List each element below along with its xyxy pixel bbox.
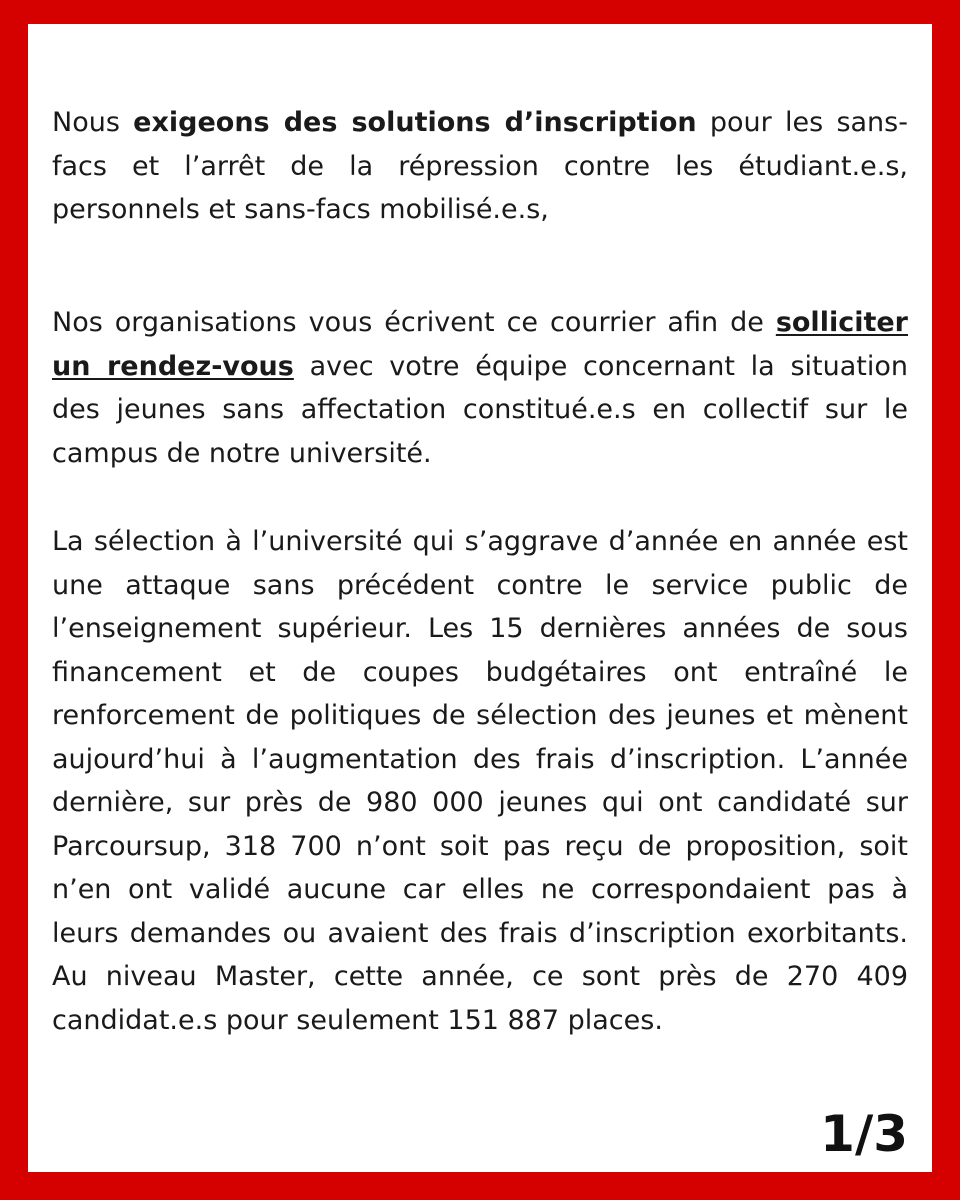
text-run: Nous <box>52 107 134 138</box>
paragraph-selection-context <box>52 520 908 1042</box>
letter-page <box>28 24 932 1172</box>
bold-emphasis: exigeons des solutions d’inscription <box>133 107 697 138</box>
paragraph-meeting-request <box>52 301 908 475</box>
text-run: pour les sans-facs et l’arrêt de la répression contre les étudiant.e.s, personnels et sans-facs mobilisé.e.s, <box>52 107 908 225</box>
underlined-emphasis: solliciter un rendez-vous <box>52 307 908 382</box>
page-number: 1/3 <box>820 1105 908 1163</box>
paragraph-demands <box>52 101 908 232</box>
text-run: La sélection à l’université qui s’aggrave d’année en année est une attaque sans précédent contre le service public de l’enseignement supérieur. Les 15 dernières années de sous financement et de coupes budgétaires ont entraîné le renforcement de politiques de sélection des jeunes et mènent aujourd’hui à l’augmentation des frais d’inscription. L’année dernière, sur près de 980 000 jeunes qui ont candidaté sur Parcoursup, 318 700 n’ont soit pas reçu de proposition, soit n’en ont validé aucune car elles ne correspondaient pas à leurs demandes ou avaient des frais d’inscription exorbitants. Au niveau Master, cette année, ce sont près de 270 409 candidat.e.s pour seulement 151 887 places. <box>52 526 908 1036</box>
text-run: avec votre équipe concernant la situation des jeunes sans affectation constitué.e.s en collectif sur le campus de notre université. <box>52 350 908 469</box>
text-run: Nos organisations vous écrivent ce courrier afin de <box>52 307 776 338</box>
